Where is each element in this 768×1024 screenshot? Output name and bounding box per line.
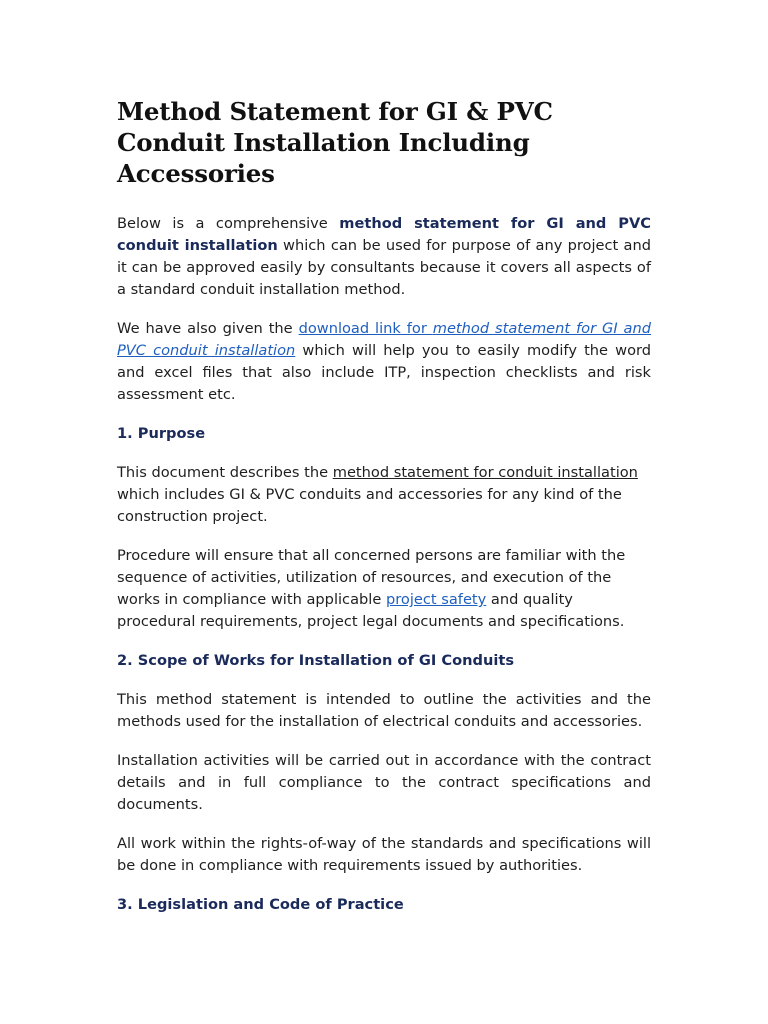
scope-paragraph-2: Installation activities will be carried out in accordance with the contract details and in full compliance to the contract specifications and documents. — [117, 752, 651, 813]
scope-paragraph-1: This method statement is intended to outline the activities and the methods used for the installation of electrical conduits and accessories. — [117, 691, 651, 730]
page-title: Method Statement for GI & PVC Conduit Installation Including Accessories — [117, 97, 553, 188]
intro-text-2: which can be used for purpose of any project and it can be approved easily by consultants because it covers all aspects of a standard conduit installation method. — [117, 237, 651, 298]
purpose-text-1: This document describes the — [117, 464, 333, 481]
section-heading-legislation: 3. Legislation and Code of Practice — [117, 896, 404, 913]
download-text-2: which will help you to easily modify the word and excel files that also include ITP, inspection checklists and risk assessment etc. — [117, 342, 651, 403]
method-statement-link[interactable]: method statement for conduit installation — [332, 464, 638, 481]
scope-paragraph-3: All work within the rights-of-way of the standards and specifications will be done in compliance with requirements issued by authorities. — [117, 835, 651, 874]
purpose-paragraph-2 — [117, 545, 651, 633]
purpose-paragraph-1 — [117, 462, 651, 528]
intro-paragraph — [117, 213, 651, 301]
download-text-1: We have also given the — [117, 320, 299, 337]
download-link-italic-text: method statement for GI and PVC conduit installation — [117, 320, 651, 359]
procedure-text-1: Procedure will ensure that all concerned persons are familiar with the sequence of activities, utilization of resources, and execution of the works in compliance with applicable — [117, 547, 626, 608]
section-heading-purpose: 1. Purpose — [117, 425, 206, 442]
section-heading-scope: 2. Scope of Works for Installation of GI Conduits — [117, 652, 515, 669]
procedure-text-2: and quality procedural requirements, project legal documents and specifications. — [117, 591, 625, 630]
download-paragraph — [117, 318, 651, 406]
intro-text-1: Below is a comprehensive — [117, 215, 340, 232]
project-safety-link[interactable]: project safety — [385, 591, 487, 608]
download-link-text: download link for — [298, 320, 433, 337]
intro-bold-text: method statement for GI and PVC conduit installation — [117, 215, 651, 254]
purpose-text-2: which includes GI & PVC conduits and accessories for any kind of the construction project. — [117, 486, 622, 525]
